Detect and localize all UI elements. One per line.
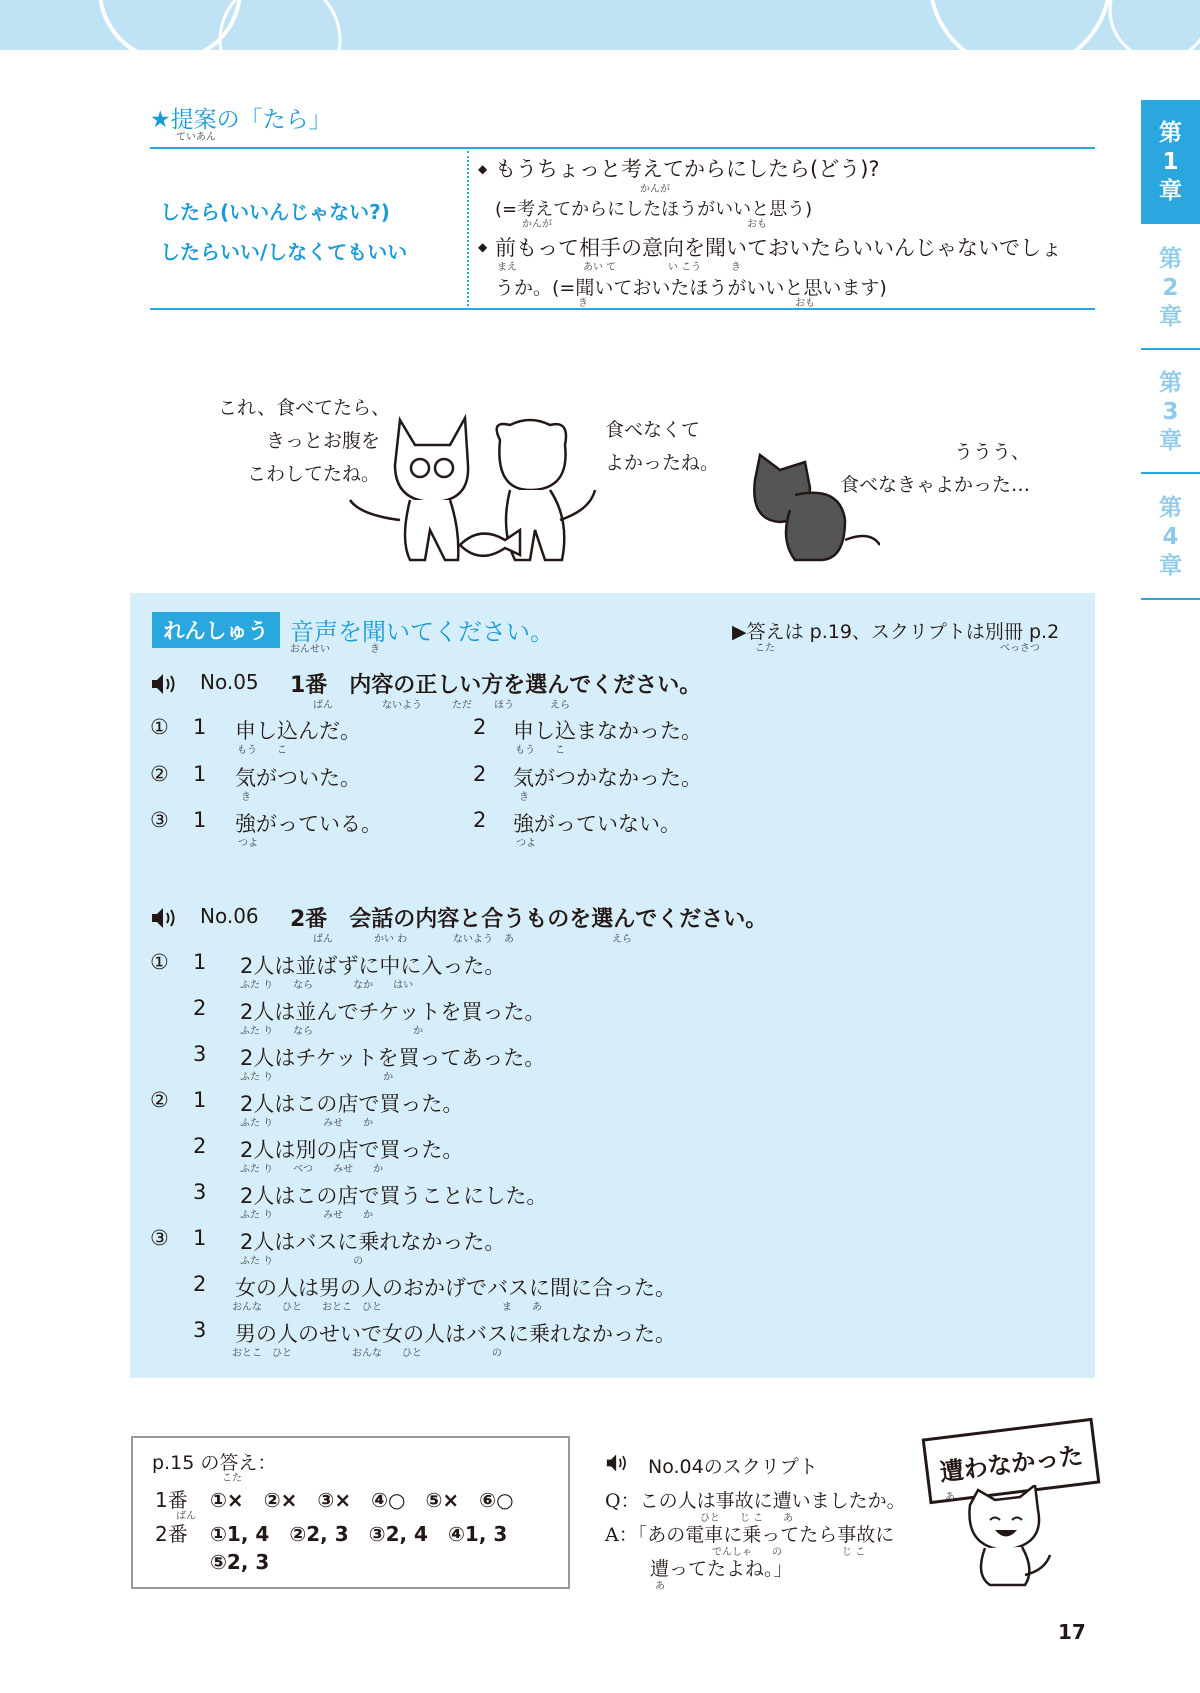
chapter-tab-4[interactable]: 第 4 章 [1141,476,1200,600]
page-number: 17 [1058,1620,1086,1644]
example-1-note-ruby-1: かんが [522,219,552,230]
item-number: ③ [150,1226,169,1250]
q1-title-ruby: ただ [452,700,472,711]
section-title: ★提案の「たら」 [150,107,332,133]
option-ruby: ふた り の [240,1256,364,1267]
banner-bubbles [0,0,1200,50]
option-ruby: ふた り なら なか はい [240,980,414,991]
bullet-diamond: ◆ [478,240,488,254]
script-answer-ruby: でんしゃ の じ こ [712,1547,866,1558]
q2-title-ruby: えら [612,934,632,945]
answers-row1-label: 1番 [155,1488,188,1512]
option-text: 強がっている。 [235,812,382,836]
item-number: ② [150,762,169,786]
q2-title-ruby: ばん [313,934,333,945]
option-text: 女の人は男の人のおかげでバスに間に合った。 [235,1276,676,1300]
option-text: 気がつかなかった。 [513,766,702,790]
option-ruby: ふた り みせ か [240,1118,374,1129]
bullet-diamond: ◆ [478,162,488,176]
form-label-2: したらいい/しなくてもいい [160,240,408,264]
q1-title-ruby: えら [550,700,570,711]
option-number: 1 [193,715,207,739]
option-ruby: ふた り べつ みせ か [240,1164,384,1175]
option-number: 2 [193,996,207,1020]
option-number: 2 [473,715,487,739]
option-number: 1 [193,1226,207,1250]
script-question: Q：この人は事故に遭いましたか。 [605,1490,906,1512]
practice-tag: れんしゅう [152,612,280,648]
q2-title-ruby: ないよう [453,934,493,945]
example-2-line-2-ruby-1: き [578,298,588,309]
option-text: 気がついた。 [235,766,361,790]
item-number: ② [150,1088,169,1112]
script-title: No.04のスクリプト [648,1456,818,1478]
option-number: 2 [193,1134,207,1158]
example-1-note: (=考えてからにしたほうがいいと思う) [495,199,813,220]
option-ruby: ふた り みせ か [240,1210,374,1221]
option-text: 申し込まなかった。 [513,719,702,743]
speech-bubble-1: これ、食べてたら、 きっとお腹を こわしてたね。 [218,397,391,485]
answers-row1: ①× ②× ③× ④○ ⑤× ⑥○ [210,1488,514,1512]
option-number: 3 [193,1180,207,1204]
option-text: 2人は並んでチケットを買った。 [240,1000,546,1024]
speech-bubble-2: 食べなくて よかったね。 [605,419,720,474]
example-2-line-1: 前もって相手の意向を聞いておいたらいいんじゃないでしょ [495,236,1062,260]
item-number: ① [150,950,169,974]
practice-heading-ruby-1: おんせい [290,644,330,655]
option-text: 2人はこの店で買うことにした。 [240,1184,548,1208]
option-ruby: つよ [516,838,536,849]
option-ruby: き [519,792,529,803]
q2-title-ruby: かい わ [374,934,408,945]
option-number: 2 [473,808,487,832]
example-2-ruby-2: あい て [583,262,617,273]
chapter-tab-1[interactable]: 第 1 章 [1141,100,1200,224]
option-ruby: もう こ [515,745,565,756]
option-text: 2人は別の店で買った。 [240,1138,464,1162]
q1-title: 1番 内容の正しい方を選んでください。 [290,673,702,698]
form-label-1: したら(いいんじゃない?) [160,200,390,224]
option-ruby: ふた り なら か [240,1026,424,1037]
example-2-ruby-1: まえ [497,262,517,273]
practice-heading: 音声を聞いてください。 [290,618,554,646]
option-text: 申し込んだ。 [235,719,361,743]
answers-title: p.15 の答え： [152,1452,277,1474]
cat-sign-ruby: あ [945,1492,955,1503]
table-bottom-rule [150,308,1095,310]
option-number: 1 [193,762,207,786]
q1-number: No.05 [200,670,259,694]
option-ruby: ふた り か [240,1072,394,1083]
q1-title-ruby: ほう [494,700,514,711]
speaker-icon[interactable] [605,1452,629,1474]
q2-title-ruby: あ [504,934,514,945]
answers-row2a: ①1, 4 ②2, 3 ③2, 4 ④1, 3 [210,1522,508,1546]
example-1-note-ruby-2: おも [747,219,767,230]
answers-row2b: ⑤2, 3 [210,1550,270,1574]
option-number: 3 [193,1318,207,1342]
option-text: 強がっていない。 [513,812,681,836]
script-question-ruby: ひと じ こ あ [700,1513,794,1524]
practice-heading-ruby-2: き [370,644,380,655]
example-2-line-2: うか。(=聞いておいたほうがいいと思います) [495,277,887,299]
option-ruby: おとこ ひと おんな ひと の [232,1348,502,1359]
speaker-icon[interactable] [150,671,178,697]
speech-bubble-3: ううう、 食べなきゃよかった… [839,441,1030,496]
answers-row2-label: 2番 [155,1522,188,1546]
example-2-ruby-3: い こう [668,262,702,273]
chapter-tab-2[interactable]: 第 2 章 [1141,228,1200,350]
q1-title-ruby: ないよう [382,700,422,711]
option-text: 2人はチケットを買ってあった。 [240,1046,546,1070]
cat-sign: 遭わなかった [922,1418,1101,1504]
option-number: 2 [193,1272,207,1296]
top-banner [0,0,1200,50]
option-number: 1 [193,808,207,832]
example-1: もうちょっと考えてからにしたら(どう)? [495,157,880,181]
speaker-icon[interactable] [150,905,178,931]
q1-title-ruby: ばん [313,700,333,711]
option-text: 2人は並ばずに中に入った。 [240,954,506,978]
example-1-ruby: かんが [640,184,670,195]
section-title-ruby: ていあん [176,132,216,143]
option-ruby: き [241,792,251,803]
option-number: 1 [193,1088,207,1112]
item-number: ① [150,715,169,739]
answer-reference: ▶答えは p.19、スクリプトは別冊 p.2 [732,621,1060,643]
script-answer-line-1: A：「あの電車に乗ってたら事故に [605,1524,895,1546]
option-number: 1 [193,950,207,974]
answers-title-ruby: こた [222,1473,242,1484]
example-2-ruby-4: き [731,262,741,273]
option-ruby: つよ [238,838,258,849]
answers-row1-label-ruby: ばん [176,1511,196,1522]
q2-title: 2番 会話の内容と合うものを選んでください。 [290,907,768,932]
q2-number: No.06 [200,904,259,928]
option-text: 2人はこの店で買った。 [240,1092,464,1116]
example-2-line-2-ruby-2: おも [795,298,815,309]
option-text: 2人はバスに乗れなかった。 [240,1230,506,1254]
cat-holding-sign-illustration [950,1485,1060,1590]
script-answer-line-2-ruby: あ [655,1581,665,1592]
cats-illustration [340,410,880,580]
table-top-rule [150,147,1095,149]
table-divider [467,151,469,306]
option-text: 男の人のせいで女の人はバスに乗れなかった。 [235,1322,676,1346]
option-number: 3 [193,1042,207,1066]
answer-reference-ruby-1: こた [755,643,775,654]
item-number: ③ [150,808,169,832]
option-number: 2 [473,762,487,786]
answer-reference-ruby-2: べっさつ [1000,643,1040,654]
option-ruby: おんな ひと おとこ ひと ま あ [232,1302,542,1313]
chapter-tab-3[interactable]: 第 3 章 [1141,352,1200,474]
script-answer-line-2: 遭ってたよね。」 [650,1558,793,1580]
option-ruby: もう こ [237,745,287,756]
